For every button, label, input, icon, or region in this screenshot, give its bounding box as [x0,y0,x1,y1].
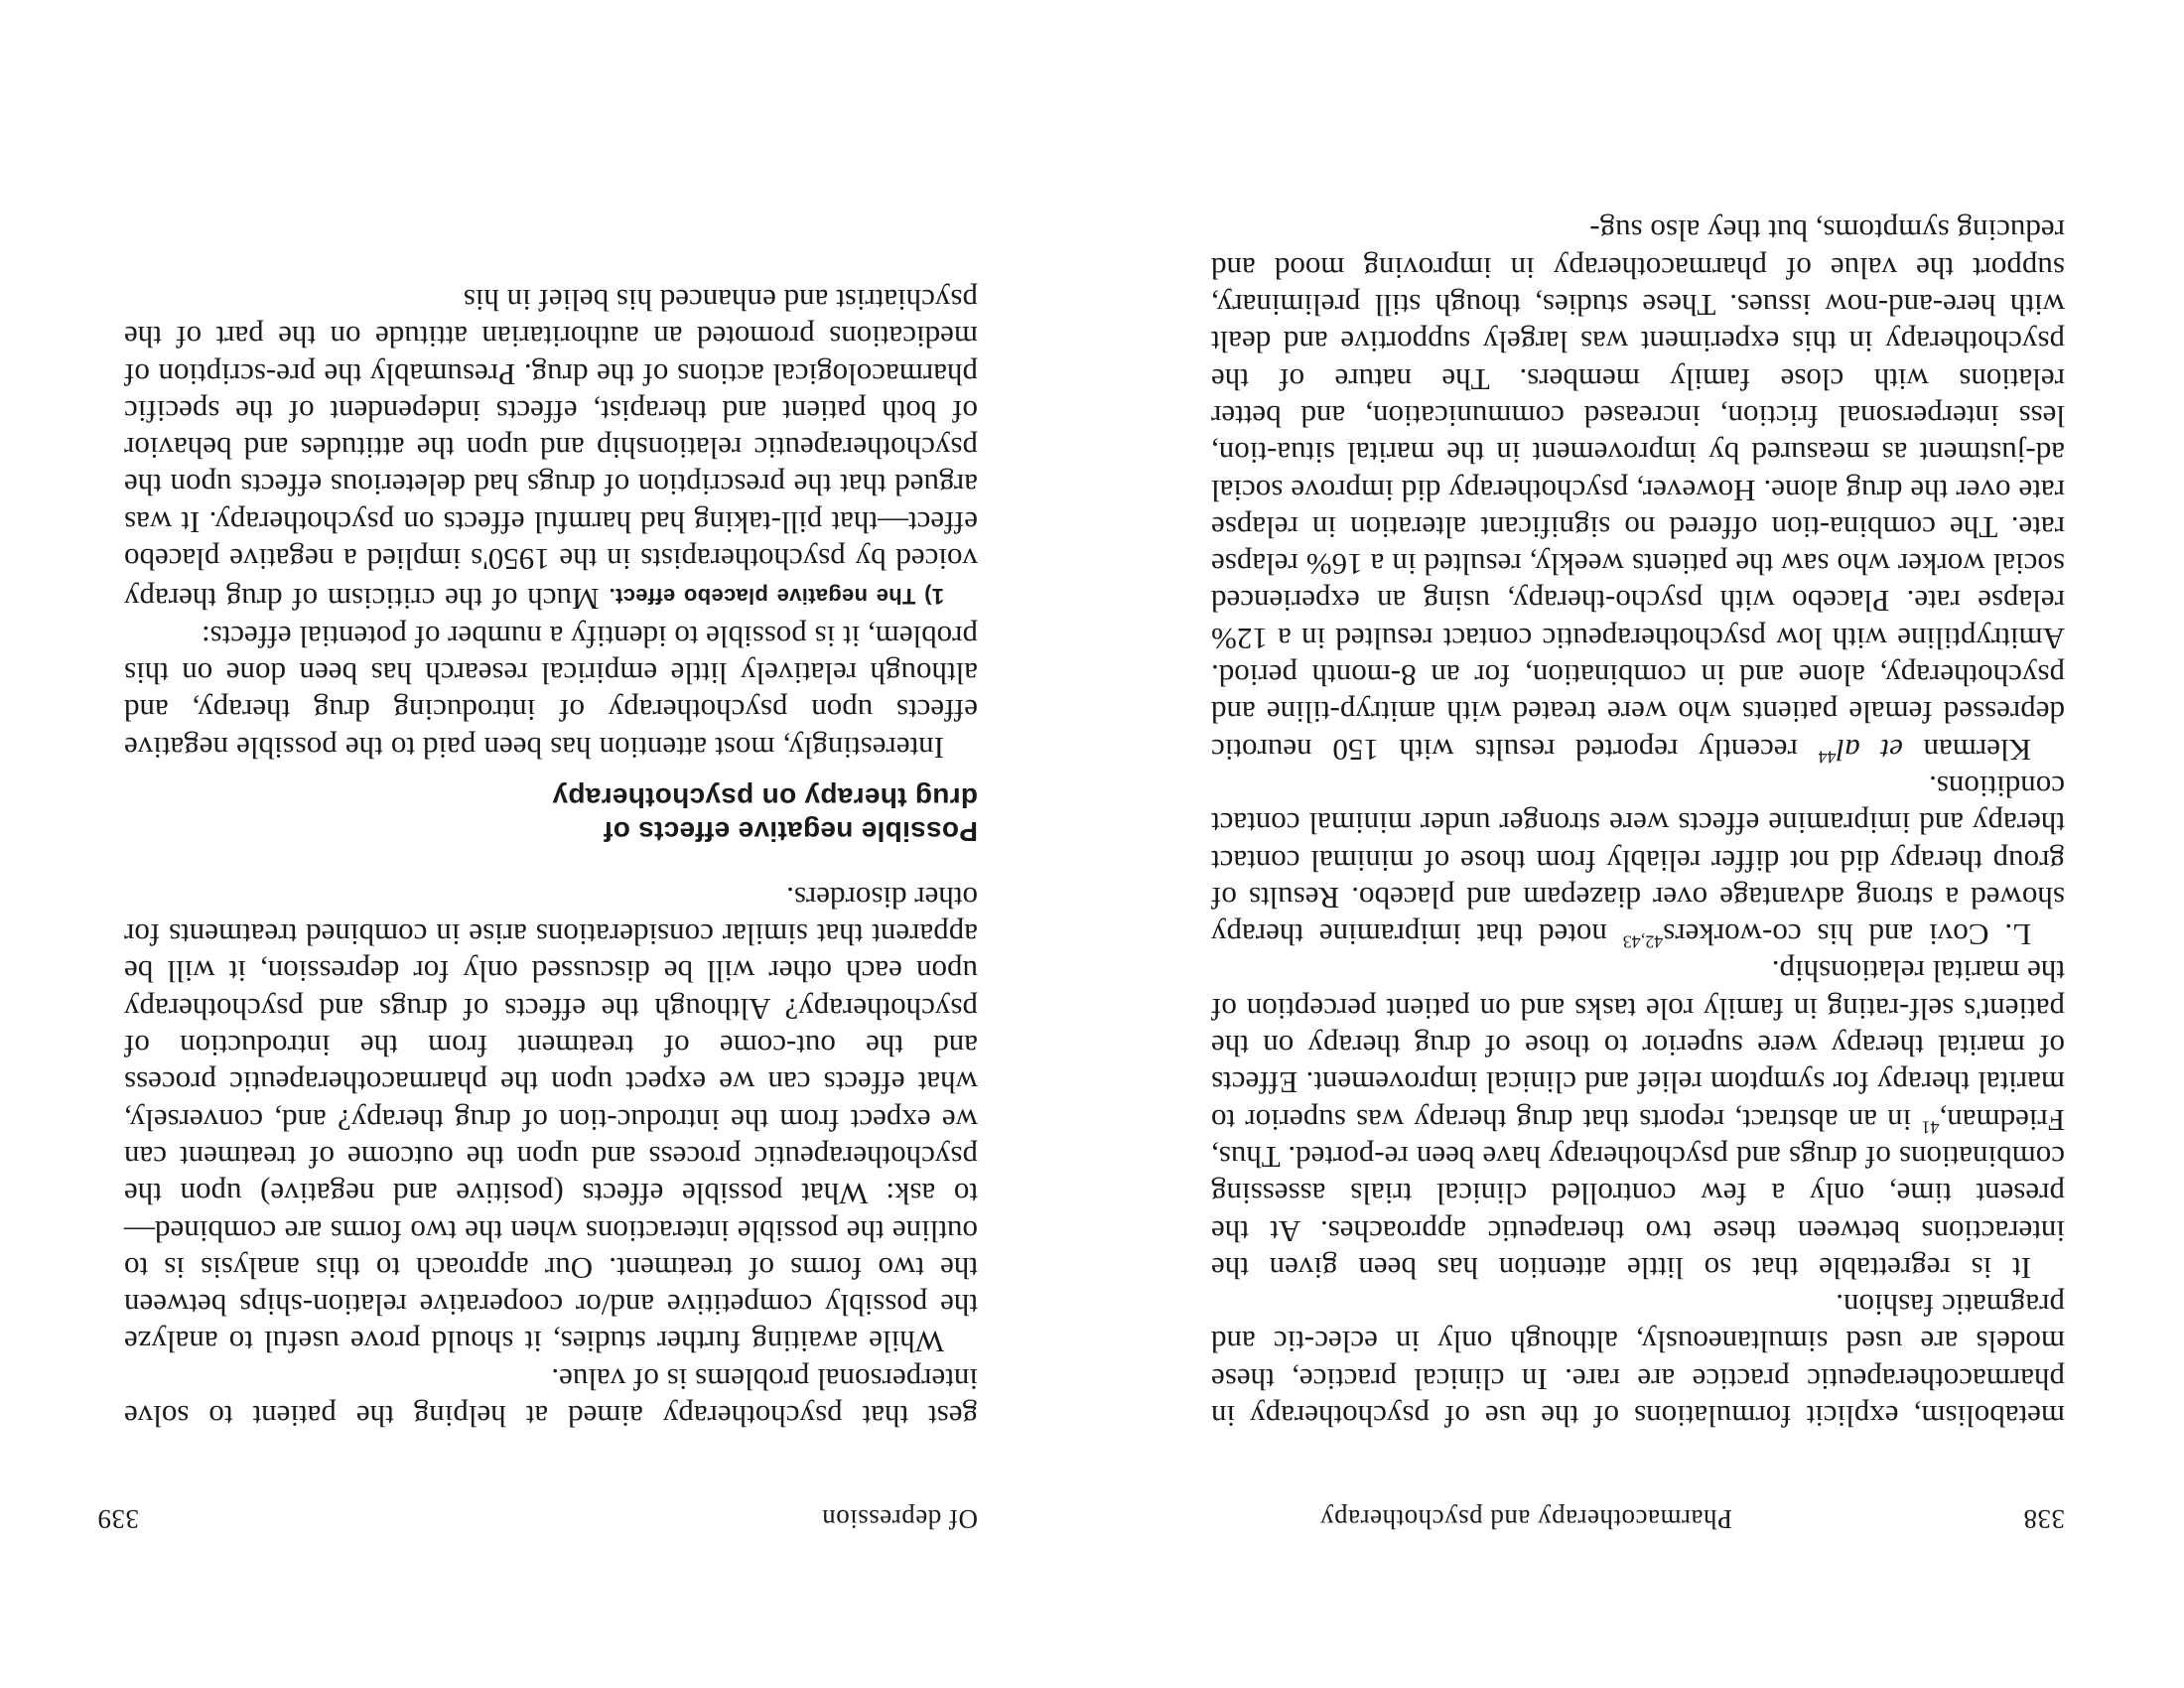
run-in-heading: 1) The negative placebo effect. [609,584,944,610]
paragraph [1211,953,2065,1287]
paragraph [124,282,978,619]
page-number: 339 [97,1504,139,1534]
paragraph: While awaiting further studies, it should prove useful to analyze the possibly competitive and/or cooperative relation-ships between the two forms of treatment. Our approach to this analysis is to outline the possible interactions when the two forms are combined—to ask: What possible effects (positive and negative) upon the psychotherapeutic process and upon the outcome of treatment can we expect from the introduc-tion of drug therapy? and, conversely, what effects can we expect upon the pharmacotherapeutic process and the out-come of treatment from the introduction of psychotherapy? Although the effects of drugs and psychotherapy upon each other will be discussed only for depression, it will be apparent that similar considerations arise in combined treatments for other disorders. [124,880,978,1360]
spacer [124,870,978,880]
text-run: in an abstract, reports that drug therapy was superior to marital therapy for symptom relief and clinical improvement. Effects of marital therapy were superior to those of drug therapy on the patient's self-rating in family role tasks and on patient perception of the marital relationship. [1211,954,2065,1138]
heading-line: Possible negative effects of [603,815,978,847]
paragraph: Interestingly, most attention has been paid to the possible negative effects upon psychotherapy of introducing drug therapy, and although relatively little empirical research has been done on this problem, it is possible to identify a number of potential effects: [124,619,978,766]
citation: 41 [1921,1116,1940,1137]
paragraph: metabolism, explicit formulations of the use of psychotherapy in pharmacotherapeutic practice are rare. In clinical practice, these models are used simultaneously, although only in eclec-tic and pragmatic fashion. [1211,1288,2065,1434]
text-run: recently reported results with 150 neurotic depressed female patients who were treated with amitryp-tiline and psychotherapy, alone and in combination, for an 8-month period. Amitryptiline with low psychotherapeutic contact resulted in a 12% relapse rate. Placebo with psycho-therapy, using an experienced social worker who saw the patients weekly, resulted in a 16% relapse rate. The combina-tion offered no significant alteration in relapse rate over the drug alone. However, psychotherapy did improve social ad-justment as measured by improvement in the marital situa-tion, less interpersonal friction, increased communication, and better relations with close family members. The nature of the psychotherapy in this experiment was largely supportive and dealt with here-and-now issues. These studies, though still preliminary, support the value of pharmacotherapy in improving mood and reducing symptoms, but they also sug- [1211,213,2065,768]
text-run: L. Covi and his co-workers [1663,917,2031,953]
running-head: Pharmacotherapy and psychotherapy [1319,1504,1732,1534]
text-run-italic: et al [1836,732,1903,768]
paragraph [1211,212,2065,768]
text-run: It is regrettable that so little attention has been given the interactions between these two therapeutic approaches. At the present time, only a few controlled clinical trials assessing combinations of drugs and psychotherapy have been re-ported. Thus, Friedman, [1211,1102,2065,1286]
citation: 44 [1818,746,1837,767]
paragraph [1211,769,2065,953]
page-338 [1092,0,2184,1688]
text-run: noted that imipramine therapy showed a strong advantage over diazepam and placebo. Results of group therapy did not differ reliably from those of minimal contact therapy and imipramine effects were stronger under minimal contact conditions. [1211,769,2065,953]
page-body [124,282,978,1435]
text-run: Much of the criticism of drug therapy voiced by psychotherapists in the 1950's implied a negative placebo effect—that pill-taking had harmful effects on psychotherapy. It was argued that the prescription of drugs had deleterious effects upon the psychotherapeutic relationship and upon the attitudes and behavior of both patient and therapist, effects independent of the specific pharmacological actions of the drug. Presumably the pre-scription of medications promoted an authoritarian attitude on the part of the psychiatrist and enhanced his belief in his [124,282,978,618]
page-body [1211,212,2065,1435]
paragraph: gest that psychotherapy aimed at helping the patient to solve interpersonal problems is of value. [124,1361,978,1434]
running-head: Of depression [821,1504,978,1534]
citation: 42,43 [1622,931,1664,952]
page-number: 338 [2023,1504,2065,1534]
heading-line: drug therapy on psychotherapy [552,781,978,813]
section-heading [124,780,978,848]
text-run: Klerman [1902,732,2031,768]
